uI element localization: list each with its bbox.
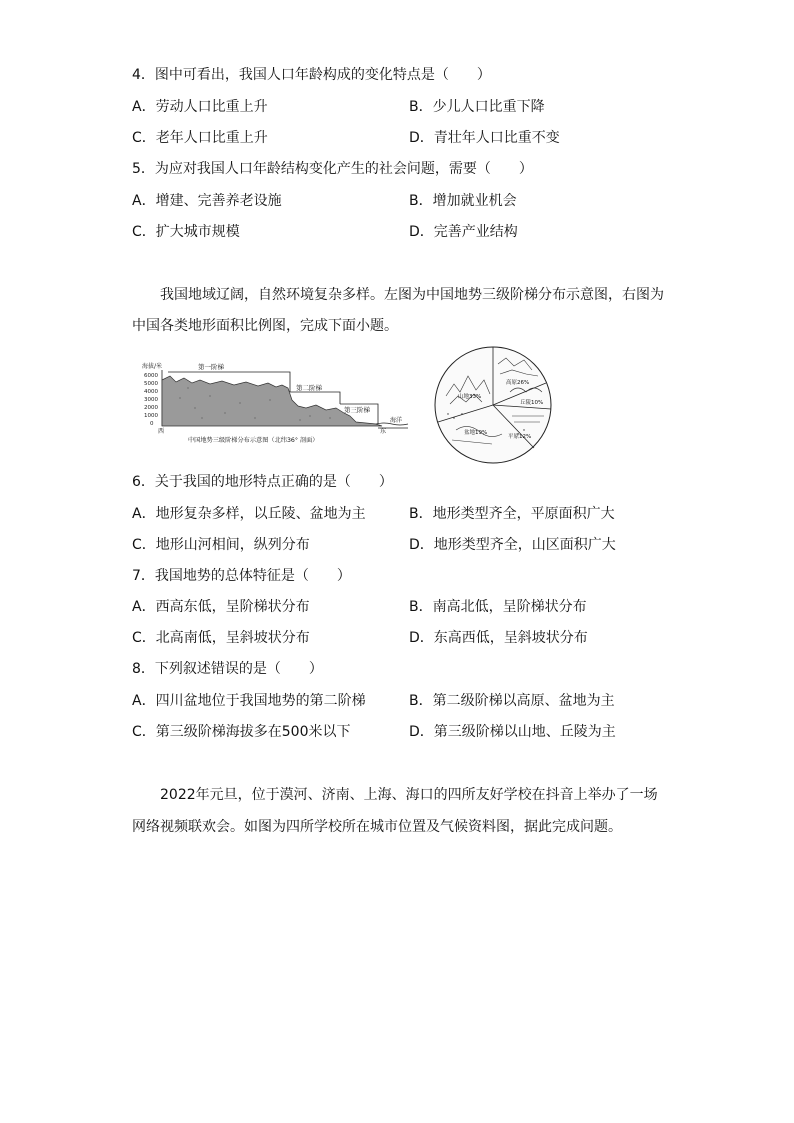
q8-option-b: B．第二级阶梯以高原、盆地为主 <box>409 693 615 709</box>
east-label: 东 <box>380 428 387 435</box>
q7-option-b: B．南高北低，呈阶梯状分布 <box>409 599 587 615</box>
q4-option-c: C．老年人口比重上升 <box>132 130 268 146</box>
intro1-line2: 中国各类地形面积比例图，完成下面小题。 <box>132 318 398 334</box>
terrain-profile-figure <box>140 358 410 446</box>
q6-stem: 6．关于我国的地形特点正确的是（ ） <box>132 474 393 490</box>
ocean-label: 海洋 <box>390 417 403 424</box>
ytick-0: 0 <box>150 421 154 427</box>
q5-option-d: D．完善产业结构 <box>409 224 518 240</box>
terrain-profile <box>162 376 382 426</box>
step3-label: 第三阶梯 <box>344 406 370 414</box>
q6-option-b: B．地形类型齐全，平原面积广大 <box>409 506 615 522</box>
pie-label-mountain: 山地33% <box>458 394 482 400</box>
terrain-caption: 中国地势三级阶梯分布示意图（北纬36° 剖面） <box>188 437 319 444</box>
landform-area-pie <box>432 344 554 466</box>
q4-option-d: D．青壮年人口比重不变 <box>409 130 560 146</box>
ytick-3000: 3000 <box>144 397 158 403</box>
pie-label-hill: 丘陵10% <box>520 400 544 406</box>
intro1-line1: 我国地域辽阔，自然环境复杂多样。左图为中国地势三级阶梯分布示意图，右图为 <box>160 287 664 303</box>
step2-label: 第二阶梯 <box>296 384 322 392</box>
q8-option-a: A．四川盆地位于我国地势的第二阶梯 <box>132 693 366 709</box>
terrain-ylabel: 海拔/米 <box>142 363 163 370</box>
intro2-line1: 2022年元旦，位于漠河、济南、上海、海口的四所友好学校在抖音上举办了一场 <box>160 787 658 803</box>
q8-option-c: C．第三级阶梯海拔多在500米以下 <box>132 724 351 740</box>
ytick-6000: 6000 <box>144 373 158 379</box>
step1-label: 第一阶梯 <box>198 363 224 371</box>
q5-stem: 5．为应对我国人口年龄结构变化产生的社会问题，需要（ ） <box>132 161 533 177</box>
q4-option-a: A．劳动人口比重上升 <box>132 99 268 115</box>
q6-option-c: C．地形山河相间，纵列分布 <box>132 537 310 553</box>
q4-option-b: B．少儿人口比重下降 <box>409 99 545 115</box>
ytick-2000: 2000 <box>144 405 158 411</box>
ytick-5000: 5000 <box>144 381 158 387</box>
q7-option-a: A．西高东低，呈阶梯状分布 <box>132 599 310 615</box>
pie-label-plateau: 高原26% <box>506 380 530 386</box>
q7-stem: 7．我国地势的总体特征是（ ） <box>132 568 351 584</box>
q4-stem: 4．图中可看出，我国人口年龄构成的变化特点是（ ） <box>132 67 491 83</box>
q5-option-a: A．增建、完善养老设施 <box>132 193 282 209</box>
intro2-line2: 网络视频联欢会。如图为四所学校所在城市位置及气候资料图，据此完成问题。 <box>132 819 622 835</box>
q6-option-d: D．地形类型齐全，山区面积广大 <box>409 537 616 553</box>
q7-option-d: D．东高西低，呈斜坡状分布 <box>409 630 588 646</box>
q5-option-c: C．扩大城市规模 <box>132 224 240 240</box>
q8-stem: 8．下列叙述错误的是（ ） <box>132 661 323 677</box>
ytick-1000: 1000 <box>144 413 158 419</box>
west-label: 西 <box>158 428 165 435</box>
q8-option-d: D．第三级阶梯以山地、丘陵为主 <box>409 724 616 740</box>
q5-option-b: B．增加就业机会 <box>409 193 517 209</box>
q7-option-c: C．北高南低，呈斜坡状分布 <box>132 630 310 646</box>
pie-label-basin: 盆地19% <box>464 430 488 436</box>
ytick-4000: 4000 <box>144 389 158 395</box>
q6-option-a: A．地形复杂多样，以丘陵、盆地为主 <box>132 506 366 522</box>
pie-label-plain: 平原12% <box>508 434 532 440</box>
